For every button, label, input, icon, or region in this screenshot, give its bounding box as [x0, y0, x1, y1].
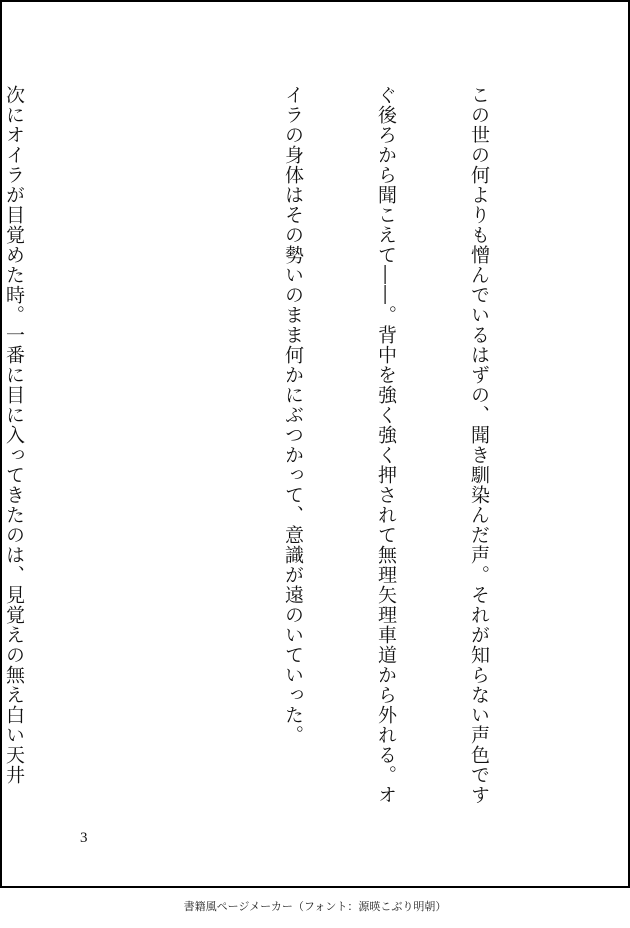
blank-line — [184, 85, 215, 785]
text-line: ぐ後ろから聞こえて――。背中を強く強く押されて無理矢理車道から外れる。オ — [375, 85, 397, 805]
text-line: イラの身体はその勢いのまま何かにぶつかって、意識が遠のいていった。 — [282, 85, 304, 745]
vertical-text-body — [3, 85, 556, 805]
text-line: 次にオイラが目覚めた時。一番に目に入ってきたのは、見覚えの無え白い天井 — [3, 85, 25, 785]
footer-caption: 書籍風ページメーカー（フォント：源暎こぶり明朝） — [183, 900, 447, 913]
page-number: 3 — [80, 830, 88, 846]
blank-line — [91, 85, 122, 785]
text-line: この世の何よりも憎んでいるはずの、聞き馴染んだ声。それが知らない声色です — [468, 85, 490, 805]
